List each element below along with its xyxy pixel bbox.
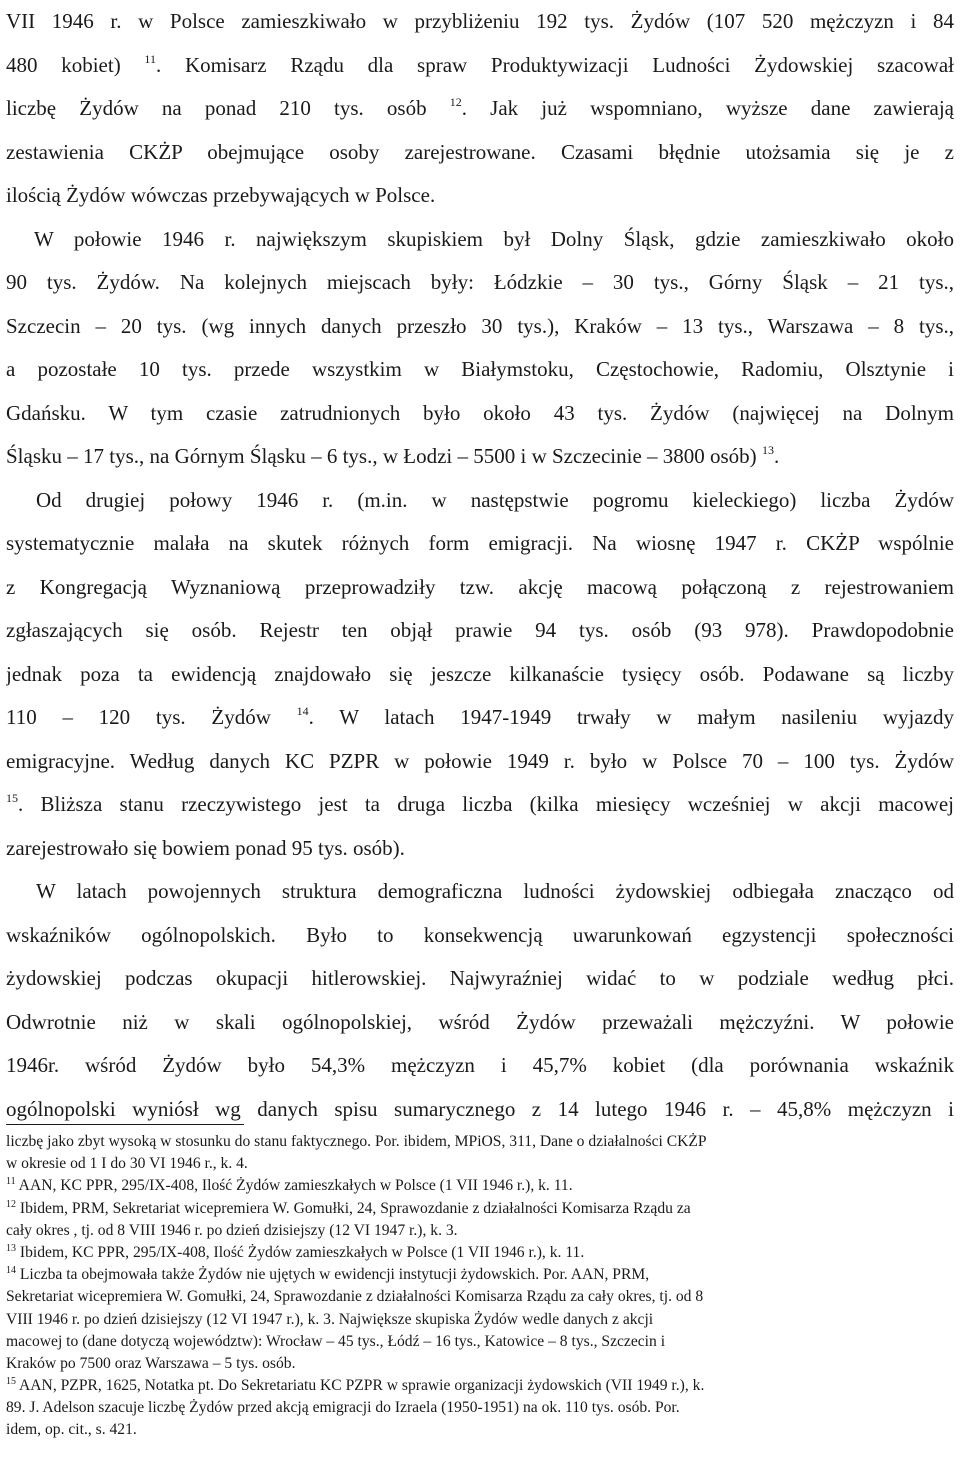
body-line-23: żydowskiej podczas okupacji hitlerowskiej. Najwyraźniej widać to w podziale według płci. xyxy=(6,966,954,990)
footnotes xyxy=(6,1131,954,1442)
body-line-20: zarejestrowało się bowiem ponad 95 tys. osób). xyxy=(6,835,405,860)
footnote-line: w okresie od 1 I do 30 VI 1946 r., k. 4. xyxy=(6,1155,248,1173)
body-line-14: z Kongregacją Wyznaniową przeprowadziły tzw. akcję macową połączoną z rejestrowaniem xyxy=(6,574,954,599)
body-line-22: wskaźników ogólnopolskich. Było to konsekwencją uwarunkowań egzystencji społeczności xyxy=(6,922,954,947)
footnote-ref-12: 12 xyxy=(449,95,462,109)
footnote-separator xyxy=(6,1124,244,1125)
body-line-3: liczbę Żydów na ponad 210 tys. osób $^{12}$. Jak już wspomniano, wyższe dane zawierają xyxy=(6,95,954,120)
footnote-line: cały okres , tj. od 8 VIII 1946 r. po dzień dzisiejszy (12 VI 1947 r.), k. 3. xyxy=(6,1221,458,1239)
footnote-line: macowej to (dane dotyczą województw): Wrocław – 45 tys., Łódź – 16 tys., Katowice – 8 tys., Szczecin i xyxy=(6,1332,666,1350)
footnote-line: Kraków po 7500 oraz Warszawa – 5 tys. osób. xyxy=(6,1354,296,1372)
body-line-11: Śląsku – 17 tys., na Górnym Śląsku – 6 tys., w Łodzi – 5500 i w Szczecinie – 3800 osób) $^{13}$. xyxy=(6,443,780,468)
footnote-ref-15: 15 xyxy=(6,791,18,805)
body-line-1: VII 1946 r. w Polsce zamieszkiwało w przybliżeniu 192 tys. Żydów (107 520 mężczyzn i 84 xyxy=(6,9,954,33)
footnote-line: VIII 1946 r. po dzień dzisiejszy (12 VI 1947 r.), k. 3. Największe skupiska Żydów wedle danych z akcji xyxy=(6,1310,654,1328)
body-line-26: ogólnopolski wyniósł wg danych spisu sumarycznego z 14 lutego 1946 r. – 45,8% mężczyzn i xyxy=(6,1096,954,1121)
footnote-ref-14: 14 xyxy=(296,704,309,718)
body-line-21: W latach powojennych struktura demograficzna ludności żydowskiej odbiegała znacząco od xyxy=(36,879,954,903)
body-line-16: jednak poza ta ewidencją znajdowało się jeszcze kilkanaście tysięcy osób. Podawane są liczby xyxy=(6,661,954,686)
body-line-18: emigracyjne. Według danych KC PZPR w połowie 1949 r. było w Polsce 70 – 100 tys. Żydów xyxy=(6,748,954,773)
footnote-line: liczbę jako zbyt wysoką w stosunku do stanu faktycznego. Por. ibidem, MPiOS, 311, Dane o działalności CKŻP xyxy=(6,1133,707,1150)
body-line-4: zestawienia CKŻP obejmujące osoby zarejestrowane. Czasami błędnie utożsamia się je z xyxy=(6,139,954,164)
footnote-14: $^{14}$ Liczba ta obejmowała także Żydów nie ujętych w ewidencji instytucji żydowskich. Por. AAN, PRM, xyxy=(6,1265,650,1284)
body-line-9: a pozostałe 10 tys. przede wszystkim w Białymstoku, Częstochowie, Radomiu, Olsztynie i xyxy=(6,357,954,381)
body-line-2: 480 kobiet) $^{11}$. Komisarz Rządu dla spraw Produktywizacji Ludności Żydowskiej szacował xyxy=(6,51,954,77)
footnote-15: $^{15}$ AAN, PZPR, 1625, Notatka pt. Do Sekretariatu KC PZPR w sprawie organizacji żydowskich (VII 1949 r.), k. xyxy=(6,1376,705,1395)
footnote-line: Sekretariat wicepremiera W. Gomułki, 24, Sprawozdanie z działalności Komisarza Rządu za cały okres, tj. od 8 xyxy=(6,1288,704,1306)
document-body xyxy=(6,0,954,1131)
footnote-ref-13: 13 xyxy=(761,443,774,457)
body-line-25: 1946r. wśród Żydów było 54,3% mężczyzn i 45,7% kobiet (dla porównania wskaźnik xyxy=(6,1053,954,1077)
footnote-line: 89. J. Adelson szacuje liczbę Żydów przed akcją emigracji do Izraela (1950-1951) na ok. 110 tys. osób. Por. xyxy=(6,1399,680,1417)
footnote-12: $^{12}$ Ibidem, PRM, Sekretariat wicepremiera W. Gomułki, 24, Sprawozdanie z działalności Komisarza Rządu za xyxy=(6,1198,691,1217)
body-line-7: 90 tys. Żydów. Na kolejnych miejscach były: Łódzkie – 30 tys., Górny Śląsk – 21 tys., xyxy=(6,270,954,294)
footnote-ref-11: 11 xyxy=(144,51,156,66)
footnote-line: idem, op. cit., s. 421. xyxy=(6,1421,137,1439)
body-line-12: Od drugiej połowy 1946 r. (m.in. w następstwie pogromu kieleckiego) liczba Żydów xyxy=(36,487,954,512)
body-line-8: Szczecin – 20 tys. (wg innych danych przeszło 30 tys.), Kraków – 13 tys., Warszawa – 8 tys., xyxy=(6,313,954,338)
body-line-5: ilością Żydów wówczas przebywających w Polsce. xyxy=(6,183,436,207)
footnote-11: $^{11}$ AAN, KC PPR, 295/IX-408, Ilość Żydów zamieszkałych w Polsce (1 VII 1946 r.), k. 11. xyxy=(6,1176,573,1195)
body-line-24: Odwrotnie niż w skali ogólnopolskiej, wśród Żydów przeważali mężczyźni. W połowie xyxy=(6,1009,954,1034)
body-line-19: $^{15}$. Bliższa stanu rzeczywistego jest ta druga liczba (kilka miesięcy wcześniej w akcji macowej xyxy=(6,791,954,816)
body-line-10: Gdańsku. W tym czasie zatrudnionych było około 43 tys. Żydów (najwięcej na Dolnym xyxy=(6,400,954,425)
body-line-17: 110 – 120 tys. Żydów $^{14}$. W latach 1947-1949 trwały w małym nasileniu wyjazdy xyxy=(6,704,954,729)
body-line-15: zgłaszających się osób. Rejestr ten objął prawie 94 tys. osób (93 978). Prawdopodobnie xyxy=(6,618,954,642)
body-line-6: W połowie 1946 r. największym skupiskiem był Dolny Śląsk, gdzie zamieszkiwało około xyxy=(34,226,954,251)
footnote-13: $^{13}$ Ibidem, KC PPR, 295/IX-408, Ilość Żydów zamieszkałych w Polsce (1 VII 1946 r.), k. 11. xyxy=(6,1242,585,1261)
body-line-13: systematycznie malała na skutek różnych form emigracji. Na wiosnę 1947 r. CKŻP wspólnie xyxy=(6,531,954,555)
